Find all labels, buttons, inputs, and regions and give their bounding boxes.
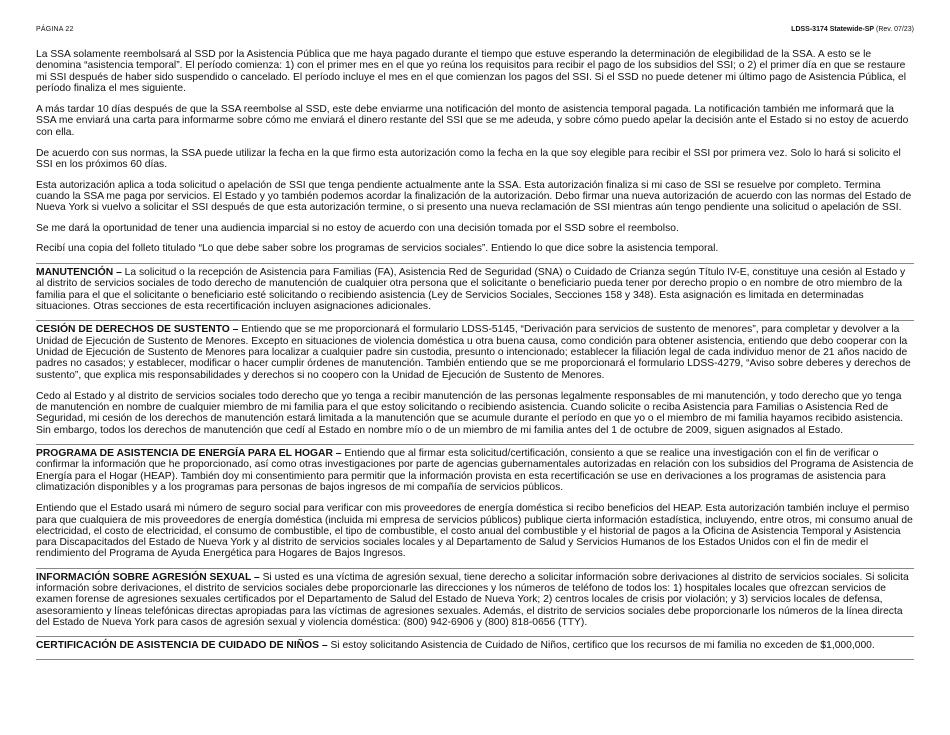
section-agresion [36, 568, 914, 628]
bottom-rule [36, 659, 914, 663]
page-number: PÁGINA 22 [36, 26, 74, 33]
section-heap [36, 444, 914, 560]
manutencion-body: La solicitud o la recepción de Asistencia para Familias (FA), Asistencia Red de Seguridad (SNA) o Cuidado de Crianza según Título IV-E, constituye una cesión al Estado y al distrito de servicios sociales de todo derecho de manutención de cualquier otra persona que el solicitante o beneficiario pueda tener por derecho propio o en nombre de otro miembro de la familia para el que el solicitante o beneficiario esté solicitando o recibiendo asistencia (Ley de Servicios Sociales, Secciones 158 y 348). Esta asignación es limitada en determinadas situaciones. Otras secciones de esta recertificación incluyen asignaciones adicionales. [36, 267, 906, 313]
agresion-heading: INFORMACIÓN SOBRE AGRESIÓN SEXUAL – [36, 571, 260, 583]
form-revision: (Rev. 07/23) [876, 26, 914, 33]
manutencion-heading: MANUTENCIÓN – [36, 267, 122, 279]
agresion-paragraph [36, 572, 914, 628]
cesion-body: Entiendo que se me proporcionará el formulario LDSS-5145, “Derivación para servicios de sustento de menores”, para completar y devolver a la Unidad de Ejecución de Sustento de Menores. Excepto en situaciones de violencia doméstica u otra buena causa, como condición para obtener asistencia, entiendo que debo cooperar con la Unidad de Ejecución de Sustento de Menores para localizar a cualquier padre sin custodia, presunto o intencionado; establecer la filiación legal de cada individuo menor de 21 años nacido de padres no casados; y establecer, modificar o hacer cumplir órdenes de manutención. También entiendo que se me proporcionará el formulario LDSS-4279, “Aviso sobre deberes y derechos de sustento”, que explica mis responsabilidades y derechos si no coopero con la Unidad de Ejecución de Sustento de Menores. [36, 324, 911, 381]
page-header [36, 26, 914, 38]
agresion-body: Si usted es una víctima de agresión sexual, tiene derecho a solicitar información sobre derivaciones al distrito de servicios sociales. Si solicita información sobre derivaciones, el distrito de servicios sociales debe proporcionarle las direcciones y los números de teléfono de todos los: 1) hospitales locales que ofrezcan servicios de examen forense de agresiones sexuales certificados por el Departamento de Salud del Estado de Nueva York; 2) centros locales de crisis por violación; y 3) servicios locales de defensa, asesoramiento y líneas telefónicas directas apropiadas para las víctimas de agresiones sexuales. Además, el distrito de servicios sociales debe proporcionarle los números de la línea directa del Estado de Nueva York para casos de agresión sexual y violencia doméstica: (800) 942-6906 y (800) 818-0656 (TTY). [36, 571, 909, 628]
intro-paragraph-1: La SSA solamente reembolsará al SSD por la Asistencia Pública que me haya pagado durante el tiempo que estuve esperando la determinación de elegibilidad de la SSA. A esto se le denomina “asistencia temporal”. El período comienza: 1) con el primer mes en el que yo reúna los requisitos para recibir el pago de los subsidios del SSI; o 2) el primer día en que se restaure mi SSI después de haber sido suspendido o cancelado. El período incluye el mes en el que comienzan los pagos del SSI. Si el SSD no puede detener mi último pago de Asistencia Pública, el período finaliza el mes siguiente. [36, 49, 907, 94]
heap-paragraph-2: Entiendo que el Estado usará mi número de seguro social para verificar con mis proveedores de energía doméstica si recibo beneficios del HEAP. Esta autorización también incluye el permiso para que cualquiera de mis proveedores de energía doméstica (incluida mi empresa de servicios públicos) publique cierta información estadística, incluyendo, entre otros, mi consumo anual de electricidad, el costo de electricidad, el consumo de combustible, el tipo de combustible, el costo anual del combustible y el historial de pagos a la Oficina de Asistencia Temporal y Asistencia para Discapacitados del Estado de Nueva York y al distrito de servicios sociales locales y al Departamento de Salud y Servicios Humanos de los Estados Unidos con el fin de medir el rendimiento del Programa de Ayuda Energética para Hogares de Bajos Ingresos. [36, 503, 913, 560]
section-manutencion [36, 263, 914, 312]
intro-paragraph-2: A más tardar 10 días después de que la SSA reembolse al SSD, este debe enviarme una notificación del monto de asistencia temporal pagada. La notificación también me informará que la SSA me enviará una carta para informarme sobre cómo me enviará el dinero restante del SSI que se me adeuda, y sobre cómo puedo apelar la decisión ante el Estado si no estoy de acuerdo con ella. [36, 104, 909, 138]
manutencion-paragraph [36, 267, 914, 312]
heap-heading: PROGRAMA DE ASISTENCIA DE ENERGÍA PARA EL HOGAR – [36, 448, 342, 460]
form-identifier [791, 26, 914, 33]
intro-paragraph-3: De acuerdo con sus normas, la SSA puede utilizar la fecha en la que firmo esta autorización como la fecha en la que soy elegible para recibir el SSI por primera vez. Solo lo hará si solicito el SSI en los próximos 60 días. [36, 148, 901, 171]
intro-section [36, 49, 914, 254]
form-id: LDSS-3174 Statewide-SP [791, 26, 875, 33]
cesion-heading: CESIÓN DE DERECHOS DE SUSTENTO – [36, 324, 239, 336]
intro-paragraph-5: Se me dará la oportunidad de tener una audiencia imparcial si no estoy de acuerdo con una decisión tomada por el SSD sobre el reembolso. [36, 222, 679, 234]
section-cesion [36, 320, 914, 436]
intro-paragraph-6: Recibí una copia del folleto titulado “Lo que debe saber sobre los programas de servicios sociales”. Entiendo lo que dice sobre la asistencia temporal. [36, 242, 719, 254]
heap-body: Entiendo que al firmar esta solicitud/certificación, consiento a que se realice una investigación con el fin de verificar o confirmar la información que he proporcionado, así como otras investigaciones por parte de agencias gubernamentales autorizadas en relación con los subsidios del Programa de Asistencia de Energía para el Hogar (HEAP). También doy mi consentimiento para permitir que la información provista en esta recertificación se use en derivaciones a los programas de asistencia para climatización disponibles y a los programas para personas de bajos ingresos de mi compañía de servicios públicos. [36, 448, 914, 493]
cuidado-body: Si estoy solicitando Asistencia de Cuidado de Niños, certifico que los recursos de mi familia no exceden de $1,000,000. [327, 640, 875, 652]
cesion-paragraph-2: Cedo al Estado y al distrito de servicios sociales todo derecho que yo tenga a recibir manutención de las personas legalmente responsables de mi manutención, y todo derecho que yo tenga de manutención en nombre de cualquier miembro de mi familia para el que estoy solicitando o recibiendo asistencia. Cuando solicite o reciba Asistencia para Familias o Asistencia Red de Seguridad, mi cesión de los derechos de manutención estará limitada a la manutención que se acumule durante el período en que yo o el miembro de mi familia hayamos recibido asistencia. Sin embargo, todos los derechos de manutención que cedí al Estado en nombre mío o de un miembro de mi familia antes del 1 de octubre de 2009, siguen asignados al Estado. [36, 390, 904, 436]
intro-paragraph-4: Esta autorización aplica a toda solicitud o apelación de SSI que tenga pendiente actualmente ante la SSA. Esta autorización finaliza si mi caso de SSI se resuelve por completo. Termina cuando la SSA me paga por servicios. El Estado y yo también podemos acordar la finalización de la autorización. Debo firmar una nueva autorización de acuerdo con las normas del Estado de Nueva York si vuelvo a solicitar el SSI después de que esta autorización termine, o si presento una nueva reclamación de SSI mientras aún tengo pendiente una solicitud o apelación de SSI. [36, 179, 912, 214]
cuidado-paragraph [36, 640, 914, 651]
cuidado-heading: CERTIFICACIÓN DE ASISTENCIA DE CUIDADO DE NIÑOS – [36, 640, 328, 652]
heap-paragraph-1 [36, 448, 914, 493]
section-cuidado [36, 636, 914, 651]
cesion-paragraph-1 [36, 324, 914, 380]
document-body [36, 49, 914, 663]
